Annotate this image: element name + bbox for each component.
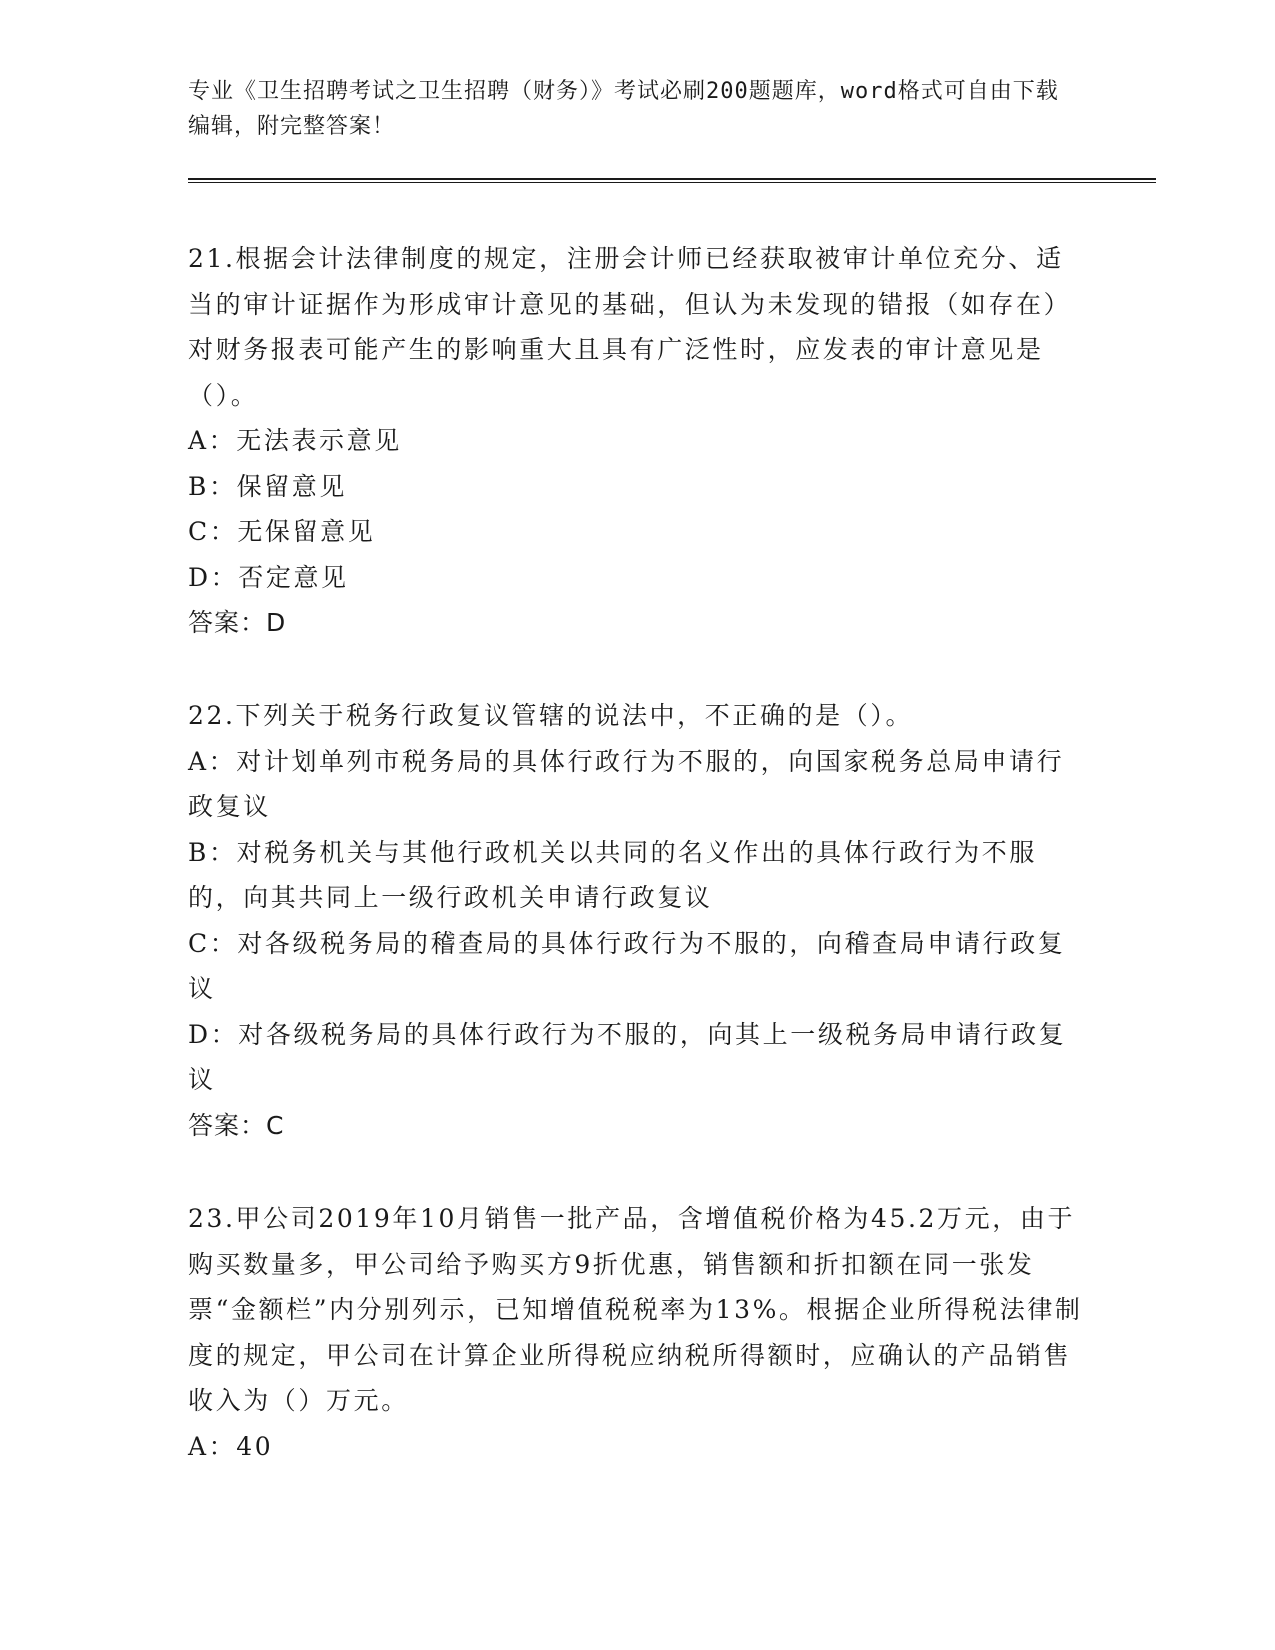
question-21	[188, 236, 1088, 646]
question-stem: 21.根据会计法律制度的规定，注册会计师已经获取被审计单位充分、适当的审计证据作为形成审计意见的基础，但认为未发现的错报（如存在）对财务报表可能产生的影响重大且具有广泛性时，应发表的审计意见是（）。	[188, 244, 1072, 410]
header-divider	[188, 178, 1156, 180]
option-a: A：40	[188, 1431, 274, 1461]
option-d: D：对各级税务局的具体行政行为不服的，向其上一级税务局申请行政复议	[188, 1019, 1067, 1094]
option-a: A：无法表示意见	[188, 426, 402, 455]
question-stem: 22.下列关于税务行政复议管辖的说法中，不正确的是（）。	[188, 701, 914, 730]
answer-label: 答案：D	[188, 608, 287, 637]
question-stem: 23.甲公司2019年10月销售一批产品，含增值税价格为45.2万元，由于购买数量多，甲公司给予购买方9折优惠，销售额和折扣额在同一张发票“金额栏”内分别列示，已知增值税税率为13%。根据企业所得税法律制度的规定，甲公司在计算企业所得税应纳税所得额时，应确认的产品销售收入为（）万元。	[188, 1204, 1083, 1415]
option-c: C：对各级税务局的稽查局的具体行政行为不服的，向稽查局申请行政复议	[188, 928, 1066, 1003]
option-b: B：保留意见	[188, 471, 347, 501]
option-c: C：无保留意见	[188, 517, 376, 546]
document-header: 专业《卫生招聘考试之卫生招聘（财务）》考试必刷200题题库，word格式可自由下载编辑，附完整答案！	[188, 79, 1059, 139]
question-22	[188, 693, 1088, 1148]
question-23	[188, 1196, 1088, 1469]
option-b: B：对税务机关与其他行政机关以共同的名义作出的具体行政行为不服的，向其共同上一级行政机关申请行政复议	[188, 837, 1037, 912]
option-a: A：对计划单列市税务局的具体行政行为不服的，向国家税务总局申请行政复议	[188, 746, 1065, 821]
header-divider-thin	[188, 182, 1156, 183]
answer-label: 答案：C	[188, 1110, 285, 1140]
option-d: D：否定意见	[188, 562, 349, 592]
